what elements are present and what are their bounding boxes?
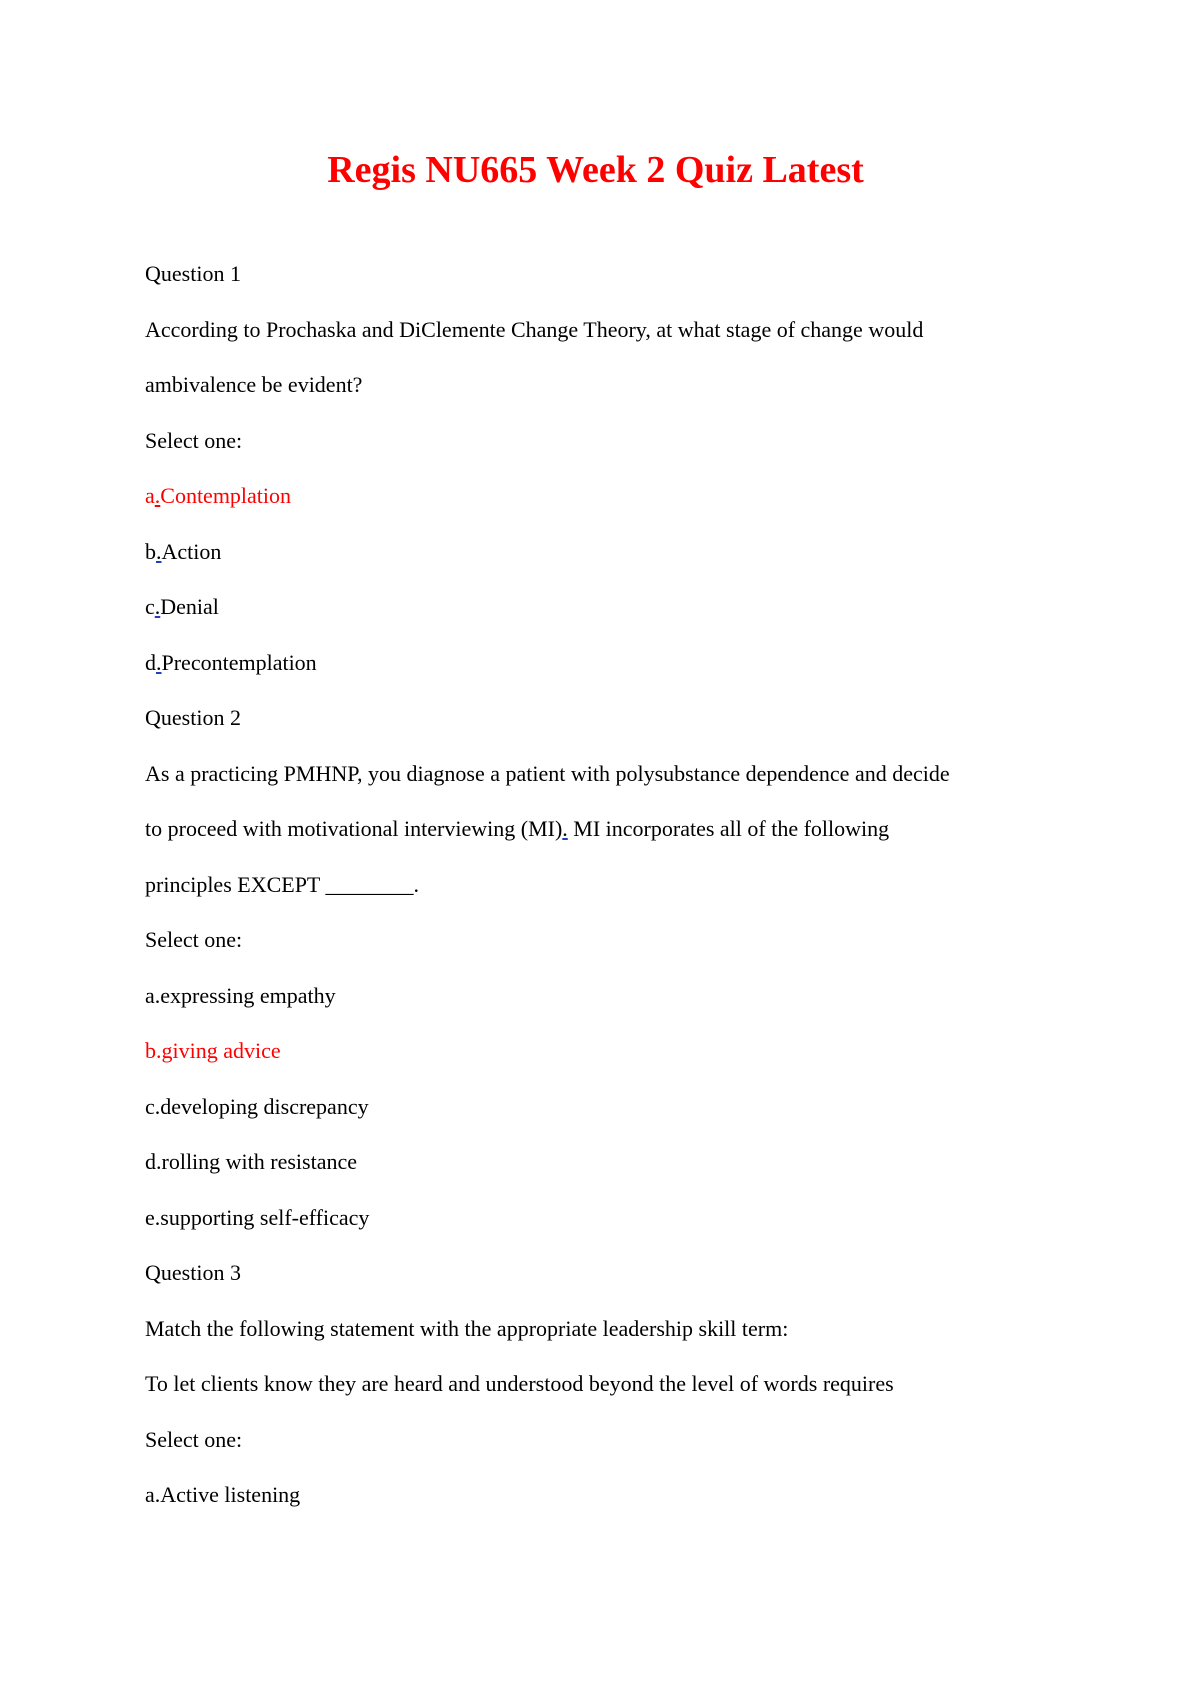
question-3-heading: Question 3 [145, 1260, 241, 1285]
question-3-prompt: Select one: [145, 1426, 243, 1452]
option-separator: . [154, 483, 161, 508]
question-2-text-line-2 [145, 801, 1045, 857]
option-separator: . [154, 594, 161, 619]
question-1-text-line-2: ambivalence be evident? [145, 372, 363, 397]
question-2-option-e [145, 1190, 1045, 1246]
question-3-text-line-2: To let clients know they are heard and understood beyond the level of words requires [145, 1371, 894, 1396]
option-separator: . [156, 1038, 162, 1063]
question-1-option-a [145, 468, 1045, 524]
option-letter: a [145, 1482, 155, 1507]
option-letter: d [145, 649, 156, 675]
option-letter: c [145, 1093, 155, 1119]
text-separator: . [562, 816, 568, 841]
quiz-content [145, 246, 1045, 1523]
option-text: Active listening [160, 1482, 301, 1507]
option-text: giving advice [161, 1038, 281, 1063]
question-2-option-c [145, 1079, 1045, 1135]
question-1-prompt: Select one: [145, 427, 243, 453]
question-3-text-line-1: Match the following statement with the appropriate leadership skill term: [145, 1315, 789, 1341]
question-2-option-a [145, 968, 1045, 1024]
question-2-heading: Question 2 [145, 705, 241, 730]
text-segment: to proceed with motivational interviewing (MI) [145, 816, 563, 841]
option-letter: b [145, 1038, 156, 1063]
option-separator: . [154, 1204, 161, 1230]
text-segment: MI incorporates all of the following [567, 816, 890, 841]
option-text: Denial [160, 594, 219, 619]
question-1-text-line-1: According to Prochaska and DiClemente Change Theory, at what stage of change would [145, 316, 924, 342]
question-2-text-line-1: As a practicing PMHNP, you diagnose a patient with polysubstance dependence and decide [145, 760, 950, 786]
option-separator: . [156, 538, 162, 564]
page-title: Regis NU665 Week 2 Quiz Latest [327, 149, 864, 191]
option-text: Contemplation [160, 483, 292, 508]
question-2-prompt: Select one: [145, 927, 243, 952]
option-separator: . [156, 1149, 162, 1174]
question-2-text-line-3: principles EXCEPT ________. [145, 871, 419, 897]
option-separator: . [154, 1093, 161, 1119]
question-2-option-b [145, 1023, 1045, 1079]
option-letter: d [145, 1149, 156, 1174]
option-text: supporting self-efficacy [160, 1204, 370, 1230]
option-letter: b [145, 538, 156, 564]
option-letter: a [145, 483, 155, 508]
option-letter: a [145, 982, 155, 1008]
option-text: Precontemplation [161, 649, 317, 675]
option-separator: . [156, 649, 162, 675]
option-text: developing discrepancy [160, 1093, 369, 1119]
option-separator: . [154, 1482, 161, 1507]
option-separator: . [154, 982, 161, 1008]
option-text: Action [161, 538, 222, 564]
option-letter: c [145, 594, 155, 619]
option-letter: e [145, 1204, 155, 1230]
question-1-heading: Question 1 [145, 261, 241, 286]
question-1-option-b [145, 524, 1045, 580]
question-3-option-a [145, 1467, 1045, 1523]
option-text: rolling with resistance [161, 1149, 358, 1174]
question-1-option-d [145, 635, 1045, 691]
question-1-option-c [145, 579, 1045, 635]
option-text: expressing empathy [160, 982, 336, 1008]
question-2-option-d [145, 1134, 1045, 1190]
